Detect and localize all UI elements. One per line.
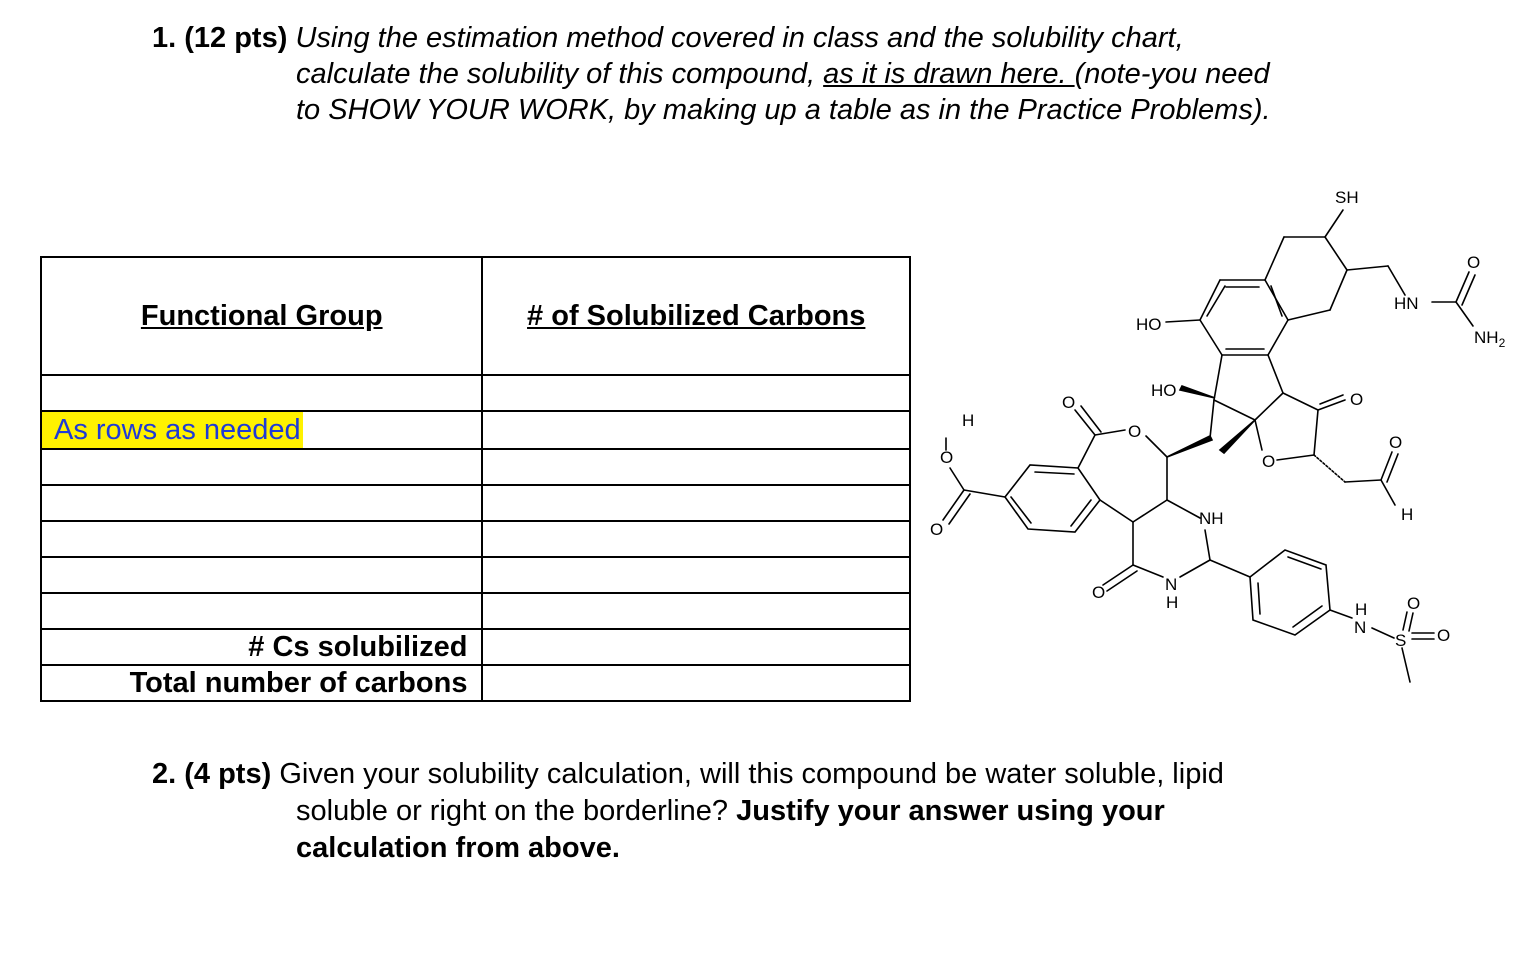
question-1-number: 1. bbox=[152, 22, 177, 54]
question-1-underlined: as it is drawn here. bbox=[823, 58, 1075, 90]
table-row bbox=[41, 557, 910, 593]
carbons-cell[interactable] bbox=[482, 375, 910, 411]
question-1-line-3: to SHOW YOUR WORK, by making up a table as in the Practice Problems). bbox=[296, 94, 1271, 126]
question-2-number: 2. bbox=[152, 758, 177, 790]
functional-group-cell[interactable] bbox=[41, 557, 482, 593]
carbons-cell[interactable] bbox=[482, 557, 910, 593]
label-o-s-2: O bbox=[1437, 626, 1451, 645]
question-1-text-2b: (note-you need bbox=[1074, 58, 1270, 90]
label-h-acid: H bbox=[962, 411, 975, 430]
question-2-line-1 bbox=[152, 756, 1392, 793]
label-hn: HN bbox=[1394, 294, 1419, 313]
label-o-ring: O bbox=[1128, 422, 1142, 441]
label-n-ring: N bbox=[1165, 575, 1178, 594]
cs-solubilized-value[interactable] bbox=[482, 629, 910, 665]
table-header-row bbox=[41, 257, 910, 375]
label-h-aldehyde: H bbox=[1401, 505, 1414, 524]
label-h-sulfonamide: H bbox=[1355, 600, 1368, 619]
label-o-acid-2: O bbox=[930, 520, 944, 539]
functional-group-cell[interactable] bbox=[41, 375, 482, 411]
label-n-sulfonamide: N bbox=[1354, 618, 1367, 637]
question-1-text: Using the estimation method covered in class and the solubility chart, bbox=[295, 22, 1184, 54]
label-o-aldehyde: O bbox=[1389, 433, 1403, 452]
label-ho-top: HO bbox=[1136, 315, 1162, 334]
carbons-cell[interactable] bbox=[482, 485, 910, 521]
question-2-line-2 bbox=[152, 793, 1392, 830]
label-nh2: $NH_2$ bbox=[1474, 328, 1506, 350]
label-o-lactone-carbonyl: O bbox=[1350, 390, 1364, 409]
label-o-amide: O bbox=[1467, 253, 1481, 272]
total-carbons-row bbox=[41, 665, 910, 701]
label-ho-mid: HO bbox=[1151, 381, 1177, 400]
total-carbons-value[interactable] bbox=[482, 665, 910, 701]
header-solubilized-carbons: # of Solubilized Carbons bbox=[482, 257, 910, 375]
cs-solubilized-row bbox=[41, 629, 910, 665]
label-s: S bbox=[1395, 631, 1407, 650]
carbons-cell[interactable] bbox=[482, 411, 910, 449]
question-2-bold-2: Justify your answer using your bbox=[736, 795, 1165, 827]
functional-group-cell[interactable] bbox=[41, 411, 482, 449]
carbons-cell[interactable] bbox=[482, 449, 910, 485]
table-row bbox=[41, 411, 910, 449]
table-row bbox=[41, 521, 910, 557]
cs-solubilized-label: # Cs solubilized bbox=[41, 629, 482, 665]
solubility-table bbox=[40, 256, 911, 702]
molecule-structure bbox=[918, 170, 1518, 700]
question-1-text-2a: calculate the solubility of this compound, bbox=[296, 58, 824, 90]
carbons-cell[interactable] bbox=[482, 521, 910, 557]
label-o-s-1: O bbox=[1407, 594, 1421, 613]
table-row bbox=[41, 485, 910, 521]
question-2-line-3: calculation from above. bbox=[296, 832, 620, 864]
question-1-line-1 bbox=[152, 20, 1412, 56]
total-carbons-label: Total number of carbons bbox=[41, 665, 482, 701]
question-2-text: Given your solubility calculation, will this compound be water soluble, lipid bbox=[279, 758, 1224, 790]
question-2-points: (4 pts) bbox=[184, 758, 272, 790]
label-o-acid-1: O bbox=[940, 448, 954, 467]
label-o-amide-ring: O bbox=[1092, 583, 1106, 602]
label-nh-ring: NH bbox=[1199, 509, 1224, 528]
header-functional-group: Functional Group bbox=[41, 257, 482, 375]
question-1 bbox=[152, 20, 1412, 128]
carbons-cell[interactable] bbox=[482, 593, 910, 629]
table-row bbox=[41, 593, 910, 629]
question-1-points: (12 pts) bbox=[184, 22, 288, 54]
label-sh: SH bbox=[1335, 188, 1359, 207]
table-row bbox=[41, 375, 910, 411]
functional-group-cell[interactable] bbox=[41, 521, 482, 557]
label-o-ketone: O bbox=[1062, 393, 1076, 412]
question-2-text-2: soluble or right on the borderline? bbox=[296, 795, 737, 827]
rows-as-needed-note: As rows as needed bbox=[42, 412, 303, 448]
label-o-lactone-ring: O bbox=[1262, 452, 1276, 471]
question-1-line-2 bbox=[152, 56, 1412, 92]
functional-group-cell[interactable] bbox=[41, 485, 482, 521]
table-row bbox=[41, 449, 910, 485]
functional-group-cell[interactable] bbox=[41, 593, 482, 629]
functional-group-cell[interactable] bbox=[41, 449, 482, 485]
question-2 bbox=[152, 756, 1392, 867]
label-h-ring: H bbox=[1166, 593, 1179, 612]
